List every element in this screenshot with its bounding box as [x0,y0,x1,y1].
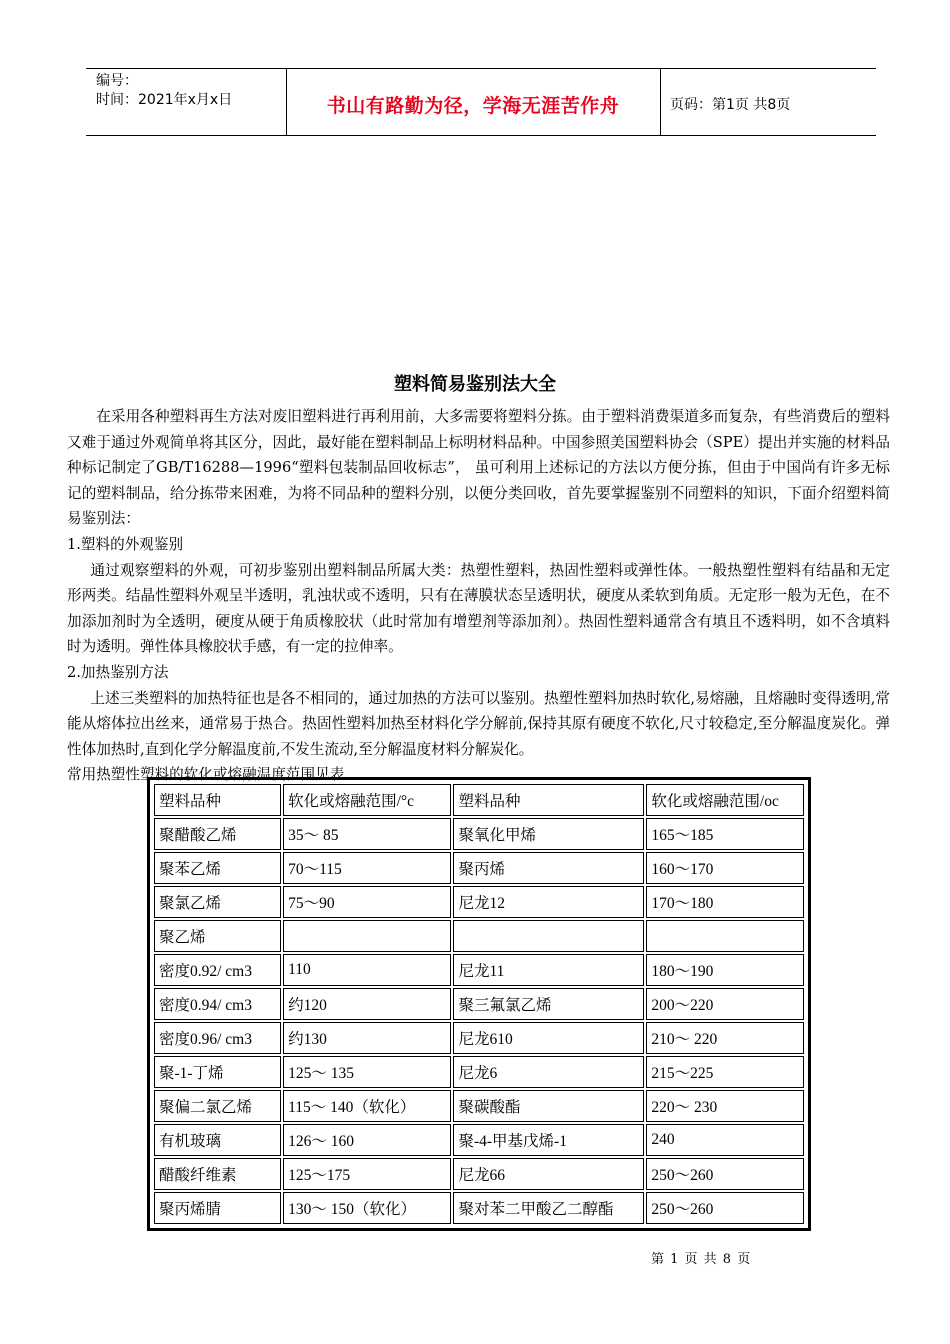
table-row [154,1056,804,1088]
intro-paragraph: 在采用各种塑料再生方法对废旧塑料进行再利用前，大多需要将塑料分拣。由于塑料消费渠道多而复杂，有些消费后的塑料又难于通过外观简单将其区分，因此，最好能在塑料制品上标明材料品种。中国参照美国塑料协会（SPE）提出并实施的材料品种标记制定了GB/T16288—1996“塑料包装制品回收标志”， 虽可利用上述标记的方法以方便分拣，但由于中国尚有许多无标记的塑料制品，给分拣带来困难，为将不同品种的塑料分别，以便分类回收，首先要掌握鉴别不同塑料的知识，下面介绍塑料简易鉴别法： [67,408,890,528]
table-header-cell: 塑料品种 [154,784,281,816]
table-cell: 聚氯乙烯 [154,886,281,918]
table-cell: 聚碳酸酯 [453,1090,644,1122]
table-cell: 125～ 135 [283,1056,451,1088]
table-cell: 醋酸纤维素 [154,1158,281,1190]
table-cell: 70～115 [283,852,451,884]
header-bottom-rule [86,135,876,136]
table-row [154,920,804,952]
table-cell: 160～170 [646,852,804,884]
table-cell: 180～190 [646,954,804,986]
table-cell: 约130 [283,1022,451,1054]
table-row [154,818,804,850]
document-body [67,404,890,788]
table-cell: 聚三氟氯乙烯 [453,988,644,1020]
table-header-cell: 软化或熔融范围/oc [646,784,804,816]
table-cell: 165～185 [646,818,804,850]
table-cell: 聚醋酸乙烯 [154,818,281,850]
section-heading-appearance: 1.塑料的外观鉴别 [67,535,184,553]
table-cell: 115～ 140（软化） [283,1090,451,1122]
table-header-cell: 软化或熔融范围/°c [283,784,451,816]
table-cell: 125～175 [283,1158,451,1190]
table-cell: 聚乙烯 [154,920,281,952]
table-cell: 聚氧化甲烯 [453,818,644,850]
document-time-label: 时间：2021年x月x日 [96,92,233,108]
table-cell: 170～180 [646,886,804,918]
table-cell: 尼龙6 [453,1056,644,1088]
table-row [154,1124,804,1156]
table-cell: 250～260 [646,1192,804,1224]
table-cell: 220～ 230 [646,1090,804,1122]
header-meta [96,72,232,110]
table-cell: 75～90 [283,886,451,918]
table-row [154,1022,804,1054]
table-cell: 尼龙66 [453,1158,644,1190]
table-header-row [154,784,804,816]
table-row [154,988,804,1020]
document-title: 塑料简易鉴别法大全 [394,374,556,395]
table-header-cell: 塑料品种 [453,784,644,816]
table-row [154,1192,804,1224]
table-cell [283,920,451,952]
table-cell: 聚偏二氯乙烯 [154,1090,281,1122]
table-cell: 200～220 [646,988,804,1020]
header-divider [660,68,661,135]
table-cell: 聚丙烯 [453,852,644,884]
table-cell: 密度0.92/ cm3 [154,954,281,986]
table-cell [453,920,644,952]
header-motto: 书山有路勤为径，学海无涯苦作舟 [326,95,620,117]
table-cell: 130～ 150（软化） [283,1192,451,1224]
table-body [154,784,804,1224]
table-cell: 215～225 [646,1056,804,1088]
document-number-label: 编号： [96,73,138,89]
table-cell: 35～ 85 [283,818,451,850]
table-cell: 110 [283,954,451,986]
temperature-table-grid [152,782,806,1226]
table-cell: 约120 [283,988,451,1020]
table-cell: 密度0.96/ cm3 [154,1022,281,1054]
table-row [154,1090,804,1122]
table-cell: 聚丙烯腈 [154,1192,281,1224]
page-footer: 第 1 页 共 8 页 [651,1252,752,1267]
table-row [154,886,804,918]
table-cell: 126～ 160 [283,1124,451,1156]
table-cell [646,920,804,952]
table-cell: 尼龙11 [453,954,644,986]
appearance-paragraph: 通过观察塑料的外观，可初步鉴别出塑料制品所属大类：热塑性塑料，热固性塑料或弹性体。一般热塑性塑料有结晶和无定形两类。结晶性塑料外观呈半透明，乳浊状或不透明，只有在薄膜状态呈透明状，硬度从柔软到角质。无定形一般为无色，在不加添加剂时为全透明，硬度从硬于角质橡胶状（此时常加有增塑剂等添加剂）。热固性塑料通常含有填且不透料明，如不含填料时为透明。弹性体具橡胶状手感，有一定的拉伸率。 [67,561,890,656]
table-row [154,1158,804,1190]
table-cell: 尼龙12 [453,886,644,918]
header-page-label: 页码：第1页 共8页 [670,97,791,113]
section-heading-heating: 2.加热鉴别方法 [67,663,169,681]
table-cell: 250～260 [646,1158,804,1190]
header-top-rule [86,68,876,69]
table-row [154,954,804,986]
table-cell: 聚-4-甲基戊烯-1 [453,1124,644,1156]
table-cell: 有机玻璃 [154,1124,281,1156]
table-cell: 240 [646,1124,804,1156]
heating-paragraph: 上述三类塑料的加热特征也是各不相同的，通过加热的方法可以鉴别。热塑性塑料加热时软化,易熔融，且熔融时变得透明,常能从熔体拉出丝来，通常易于热合。热固性塑料加热至材料化学分解前,保持其原有硬度不软化,尺寸较稳定,至分解温度炭化。弹性体加热时,直到化学分解温度前,不发生流动,至分解温度材料分解炭化。 [67,689,890,758]
table-row [154,852,804,884]
table-cell: 尼龙610 [453,1022,644,1054]
table-cell: 聚-1-丁烯 [154,1056,281,1088]
table-cell: 210～ 220 [646,1022,804,1054]
table-cell: 聚苯乙烯 [154,852,281,884]
table-caption: 常用热塑性塑料的软化或熔融温度范围见表 [67,766,345,784]
temperature-table [147,777,811,1231]
table-cell: 聚对苯二甲酸乙二醇酯 [453,1192,644,1224]
table-cell: 密度0.94/ cm3 [154,988,281,1020]
